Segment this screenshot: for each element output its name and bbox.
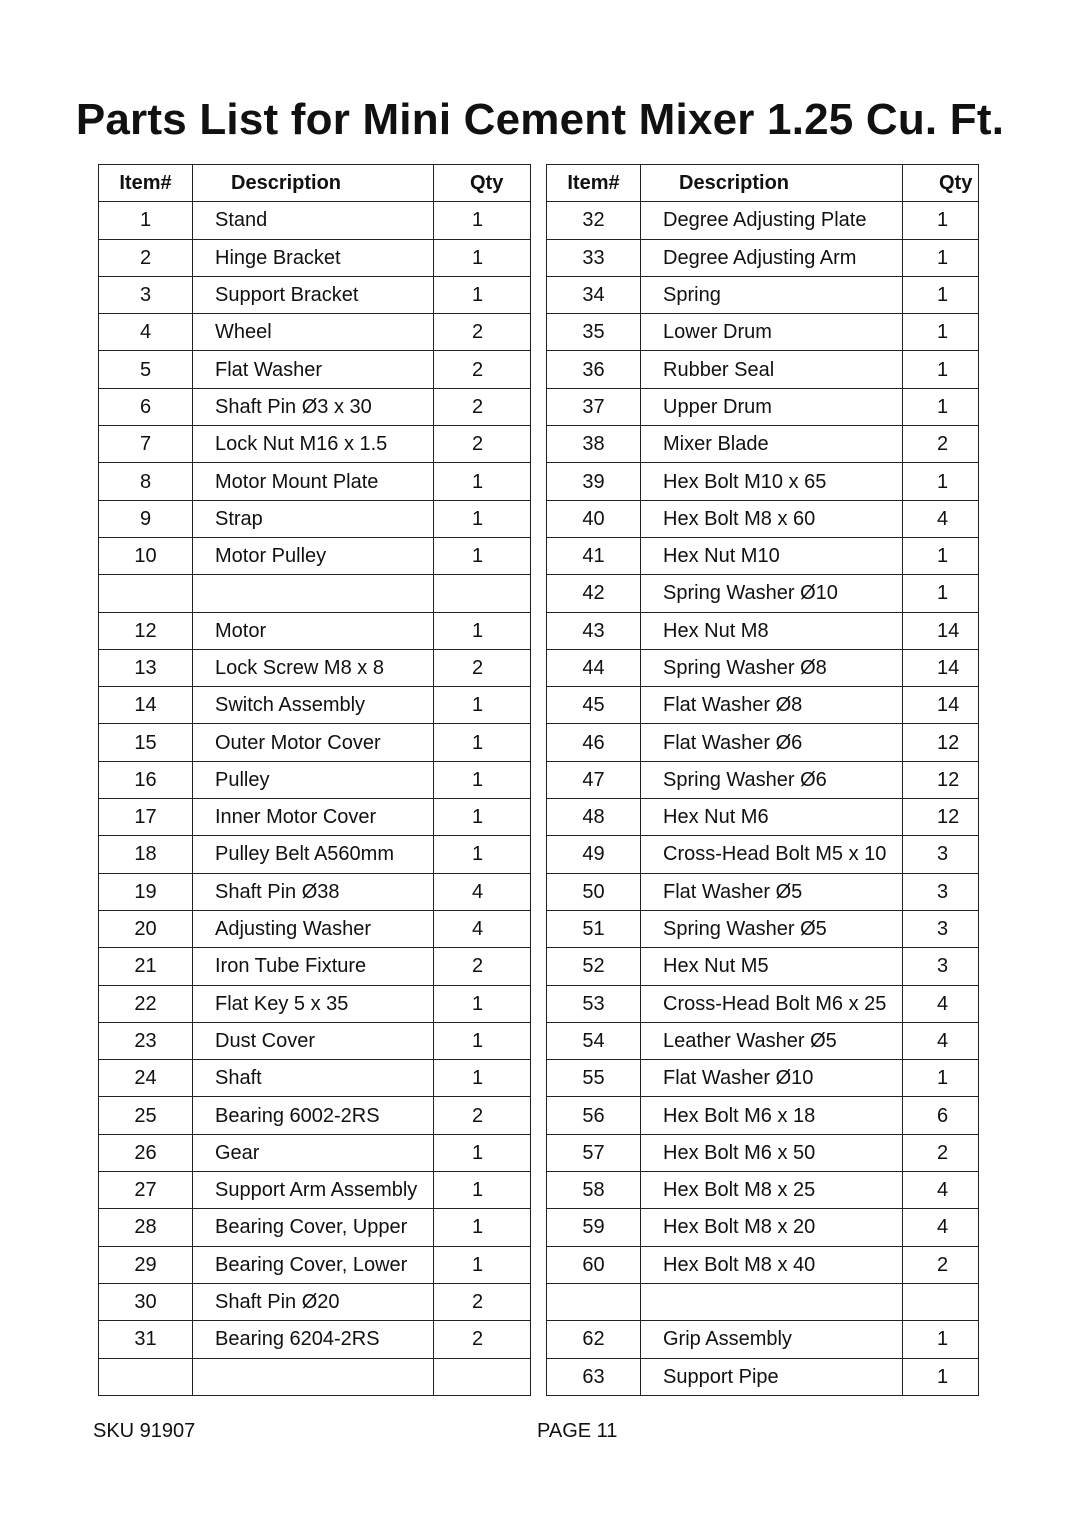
table-row (547, 351, 979, 388)
item-number: 58 (547, 1172, 641, 1209)
item-number: 1 (99, 202, 193, 239)
table-row (547, 724, 979, 761)
part-qty: 1 (434, 761, 531, 798)
part-qty: 1 (434, 1134, 531, 1171)
part-description: Flat Washer Ø5 (641, 873, 903, 910)
table-row (547, 1060, 979, 1097)
part-qty: 1 (434, 687, 531, 724)
part-qty: 12 (903, 724, 979, 761)
table-row (547, 239, 979, 276)
item-number: 63 (547, 1358, 641, 1395)
sku-label: SKU 91907 (93, 1420, 196, 1442)
table-row (547, 910, 979, 947)
table-row (547, 1358, 979, 1395)
part-qty: 1 (434, 985, 531, 1022)
part-description: Pulley (193, 761, 434, 798)
part-qty: 14 (903, 687, 979, 724)
item-number: 36 (547, 351, 641, 388)
table-row (547, 500, 979, 537)
part-description: Hex Bolt M6 x 18 (641, 1097, 903, 1134)
part-qty: 1 (903, 1358, 979, 1395)
part-qty: 1 (903, 276, 979, 313)
item-number: 29 (99, 1246, 193, 1283)
part-description: Hex Nut M5 (641, 948, 903, 985)
table-row (99, 612, 531, 649)
item-number: 39 (547, 463, 641, 500)
item-number: 41 (547, 537, 641, 574)
part-description: Bearing Cover, Lower (193, 1246, 434, 1283)
item-number: 10 (99, 537, 193, 574)
part-description: Lock Screw M8 x 8 (193, 649, 434, 686)
item-number: 48 (547, 799, 641, 836)
part-description: Adjusting Washer (193, 910, 434, 947)
header-description: Description (641, 165, 903, 202)
part-qty: 1 (903, 1321, 979, 1358)
header-item: Item# (99, 165, 193, 202)
part-description: Gear (193, 1134, 434, 1171)
part-qty: 2 (903, 426, 979, 463)
table-row (547, 1134, 979, 1171)
part-qty: 1 (434, 1209, 531, 1246)
part-description: Leather Washer Ø5 (641, 1022, 903, 1059)
item-number: 45 (547, 687, 641, 724)
part-description: Flat Washer (193, 351, 434, 388)
part-qty: 6 (903, 1097, 979, 1134)
part-description: Hex Bolt M8 x 40 (641, 1246, 903, 1283)
table-row (99, 1209, 531, 1246)
item-number: 47 (547, 761, 641, 798)
part-qty: 1 (434, 202, 531, 239)
part-description: Shaft Pin Ø38 (193, 873, 434, 910)
item-number: 12 (99, 612, 193, 649)
part-description: Hex Bolt M10 x 65 (641, 463, 903, 500)
table-row (99, 910, 531, 947)
item-number: 35 (547, 314, 641, 351)
part-description: Support Pipe (641, 1358, 903, 1395)
item-number: 40 (547, 500, 641, 537)
item-number (547, 1283, 641, 1320)
part-qty: 2 (434, 1283, 531, 1320)
page-number: PAGE 11 (537, 1420, 618, 1442)
part-description: Hex Nut M10 (641, 537, 903, 574)
header-qty: Qty (903, 165, 979, 202)
part-description: Hex Nut M6 (641, 799, 903, 836)
item-number: 56 (547, 1097, 641, 1134)
table-row (99, 873, 531, 910)
part-description: Cross-Head Bolt M6 x 25 (641, 985, 903, 1022)
part-description: Hex Nut M8 (641, 612, 903, 649)
item-number: 17 (99, 799, 193, 836)
part-qty: 4 (903, 500, 979, 537)
item-number: 34 (547, 276, 641, 313)
part-qty: 1 (903, 388, 979, 425)
table-row (99, 314, 531, 351)
part-qty (903, 1283, 979, 1320)
item-number: 6 (99, 388, 193, 425)
part-qty: 2 (434, 649, 531, 686)
table-row (99, 1283, 531, 1320)
part-qty: 1 (434, 724, 531, 761)
table-row (547, 687, 979, 724)
part-qty: 1 (434, 500, 531, 537)
part-qty: 1 (903, 202, 979, 239)
table-row (547, 1209, 979, 1246)
table-row (99, 799, 531, 836)
part-description: Mixer Blade (641, 426, 903, 463)
item-number: 26 (99, 1134, 193, 1171)
part-qty: 4 (434, 873, 531, 910)
item-number: 38 (547, 426, 641, 463)
part-qty: 12 (903, 799, 979, 836)
item-number: 2 (99, 239, 193, 276)
table-row (547, 873, 979, 910)
part-description: Hex Bolt M8 x 20 (641, 1209, 903, 1246)
part-description: Hex Bolt M8 x 25 (641, 1172, 903, 1209)
part-description: Spring Washer Ø10 (641, 575, 903, 612)
part-qty: 14 (903, 612, 979, 649)
part-qty: 2 (434, 948, 531, 985)
table-row (99, 761, 531, 798)
item-number: 52 (547, 948, 641, 985)
header-description: Description (193, 165, 434, 202)
item-number: 53 (547, 985, 641, 1022)
table-row (547, 612, 979, 649)
part-qty: 1 (434, 799, 531, 836)
table-row (99, 687, 531, 724)
part-qty: 3 (903, 910, 979, 947)
part-description: Iron Tube Fixture (193, 948, 434, 985)
part-qty: 2 (434, 314, 531, 351)
item-number: 60 (547, 1246, 641, 1283)
part-description: Motor Pulley (193, 537, 434, 574)
part-description: Bearing 6002-2RS (193, 1097, 434, 1134)
part-description: Upper Drum (641, 388, 903, 425)
table-row (547, 761, 979, 798)
part-qty: 1 (903, 1060, 979, 1097)
item-number: 30 (99, 1283, 193, 1320)
part-qty: 4 (903, 1209, 979, 1246)
table-row (99, 500, 531, 537)
part-description: Cross-Head Bolt M5 x 10 (641, 836, 903, 873)
header-qty: Qty (434, 165, 531, 202)
part-qty: 3 (903, 948, 979, 985)
part-qty: 1 (903, 314, 979, 351)
part-description: Flat Washer Ø10 (641, 1060, 903, 1097)
part-description: Motor (193, 612, 434, 649)
item-number: 19 (99, 873, 193, 910)
table-row (547, 575, 979, 612)
part-qty: 1 (434, 276, 531, 313)
table-row (99, 1172, 531, 1209)
part-qty: 12 (903, 761, 979, 798)
part-description: Hex Bolt M6 x 50 (641, 1134, 903, 1171)
header-item: Item# (547, 165, 641, 202)
part-description: Inner Motor Cover (193, 799, 434, 836)
item-number: 33 (547, 239, 641, 276)
part-description: Support Arm Assembly (193, 1172, 434, 1209)
item-number: 54 (547, 1022, 641, 1059)
part-description: Flat Washer Ø6 (641, 724, 903, 761)
table-row (547, 426, 979, 463)
part-qty: 4 (434, 910, 531, 947)
item-number: 51 (547, 910, 641, 947)
table-row (547, 948, 979, 985)
item-number: 5 (99, 351, 193, 388)
table-row (547, 1321, 979, 1358)
part-description: Outer Motor Cover (193, 724, 434, 761)
part-description: Pulley Belt A560mm (193, 836, 434, 873)
table-row (547, 276, 979, 313)
part-qty: 2 (903, 1246, 979, 1283)
table-row (99, 1358, 531, 1395)
part-description (193, 575, 434, 612)
part-qty: 1 (434, 836, 531, 873)
part-description: Hinge Bracket (193, 239, 434, 276)
table-row (547, 463, 979, 500)
item-number: 62 (547, 1321, 641, 1358)
table-row (547, 202, 979, 239)
part-qty: 1 (903, 575, 979, 612)
table-row (99, 1060, 531, 1097)
table-row (547, 1246, 979, 1283)
part-qty: 4 (903, 1172, 979, 1209)
item-number: 25 (99, 1097, 193, 1134)
part-qty: 1 (434, 1246, 531, 1283)
table-row (99, 985, 531, 1022)
part-description: Strap (193, 500, 434, 537)
table-row (99, 239, 531, 276)
item-number: 21 (99, 948, 193, 985)
parts-table-right (546, 164, 979, 1396)
part-description: Degree Adjusting Arm (641, 239, 903, 276)
item-number: 16 (99, 761, 193, 798)
table-row (99, 276, 531, 313)
table-row (547, 799, 979, 836)
part-qty: 2 (903, 1134, 979, 1171)
part-qty: 3 (903, 873, 979, 910)
parts-table-left (98, 164, 531, 1396)
item-number: 57 (547, 1134, 641, 1171)
item-number: 20 (99, 910, 193, 947)
part-qty (434, 575, 531, 612)
part-qty: 1 (903, 239, 979, 276)
part-description: Flat Washer Ø8 (641, 687, 903, 724)
item-number: 4 (99, 314, 193, 351)
table-row (547, 1283, 979, 1320)
part-qty: 3 (903, 836, 979, 873)
table-row (547, 1022, 979, 1059)
part-description: Shaft (193, 1060, 434, 1097)
item-number: 3 (99, 276, 193, 313)
table-row (547, 836, 979, 873)
table-row (99, 649, 531, 686)
table-row (99, 537, 531, 574)
item-number: 13 (99, 649, 193, 686)
item-number: 28 (99, 1209, 193, 1246)
item-number: 22 (99, 985, 193, 1022)
table-row (99, 1134, 531, 1171)
part-qty: 1 (434, 1060, 531, 1097)
table-row (99, 388, 531, 425)
table-row (99, 463, 531, 500)
part-description: Motor Mount Plate (193, 463, 434, 500)
item-number: 55 (547, 1060, 641, 1097)
part-description (641, 1283, 903, 1320)
table-row (99, 351, 531, 388)
part-qty: 14 (903, 649, 979, 686)
part-qty: 1 (903, 351, 979, 388)
part-qty: 1 (903, 537, 979, 574)
part-qty: 4 (903, 985, 979, 1022)
item-number: 50 (547, 873, 641, 910)
item-number: 27 (99, 1172, 193, 1209)
table-row (99, 202, 531, 239)
item-number: 42 (547, 575, 641, 612)
part-description: Spring (641, 276, 903, 313)
table-row (547, 649, 979, 686)
item-number: 15 (99, 724, 193, 761)
part-description: Rubber Seal (641, 351, 903, 388)
part-qty: 1 (434, 1022, 531, 1059)
part-description: Lock Nut M16 x 1.5 (193, 426, 434, 463)
table-row (99, 575, 531, 612)
table-row (99, 1246, 531, 1283)
page-title: Parts List for Mini Cement Mixer 1.25 Cu. Ft. (75, 95, 1005, 144)
part-qty: 2 (434, 1321, 531, 1358)
table-row (99, 426, 531, 463)
table-row (547, 388, 979, 425)
part-description: Shaft Pin Ø20 (193, 1283, 434, 1320)
table-row (547, 1097, 979, 1134)
part-description: Degree Adjusting Plate (641, 202, 903, 239)
part-qty (434, 1358, 531, 1395)
item-number: 43 (547, 612, 641, 649)
table-row (99, 1321, 531, 1358)
part-qty: 2 (434, 388, 531, 425)
part-description: Bearing 6204-2RS (193, 1321, 434, 1358)
item-number: 23 (99, 1022, 193, 1059)
part-qty: 1 (434, 612, 531, 649)
part-qty: 1 (434, 463, 531, 500)
table-row (99, 948, 531, 985)
item-number: 14 (99, 687, 193, 724)
part-description: Shaft Pin Ø3 x 30 (193, 388, 434, 425)
item-number: 31 (99, 1321, 193, 1358)
part-qty: 1 (903, 463, 979, 500)
item-number: 37 (547, 388, 641, 425)
part-description: Switch Assembly (193, 687, 434, 724)
table-header-row (547, 165, 979, 202)
item-number (99, 1358, 193, 1395)
table-row (99, 1097, 531, 1134)
part-description: Dust Cover (193, 1022, 434, 1059)
item-number: 49 (547, 836, 641, 873)
part-description: Spring Washer Ø6 (641, 761, 903, 798)
part-description: Bearing Cover, Upper (193, 1209, 434, 1246)
item-number: 24 (99, 1060, 193, 1097)
part-qty: 4 (903, 1022, 979, 1059)
item-number: 59 (547, 1209, 641, 1246)
table-row (547, 1172, 979, 1209)
table-row (547, 537, 979, 574)
part-description: Stand (193, 202, 434, 239)
table-header-row (99, 165, 531, 202)
item-number: 7 (99, 426, 193, 463)
item-number: 46 (547, 724, 641, 761)
table-row (99, 1022, 531, 1059)
part-qty: 1 (434, 537, 531, 574)
part-qty: 1 (434, 239, 531, 276)
part-description (193, 1358, 434, 1395)
item-number: 44 (547, 649, 641, 686)
item-number (99, 575, 193, 612)
item-number: 8 (99, 463, 193, 500)
part-description: Lower Drum (641, 314, 903, 351)
part-description: Grip Assembly (641, 1321, 903, 1358)
part-description: Flat Key 5 x 35 (193, 985, 434, 1022)
table-row (547, 314, 979, 351)
item-number: 18 (99, 836, 193, 873)
part-description: Hex Bolt M8 x 60 (641, 500, 903, 537)
part-description: Spring Washer Ø8 (641, 649, 903, 686)
item-number: 32 (547, 202, 641, 239)
part-qty: 2 (434, 426, 531, 463)
part-description: Spring Washer Ø5 (641, 910, 903, 947)
part-qty: 2 (434, 351, 531, 388)
part-description: Support Bracket (193, 276, 434, 313)
item-number: 9 (99, 500, 193, 537)
part-qty: 2 (434, 1097, 531, 1134)
part-description: Wheel (193, 314, 434, 351)
table-row (99, 836, 531, 873)
table-row (99, 724, 531, 761)
part-qty: 1 (434, 1172, 531, 1209)
table-row (547, 985, 979, 1022)
